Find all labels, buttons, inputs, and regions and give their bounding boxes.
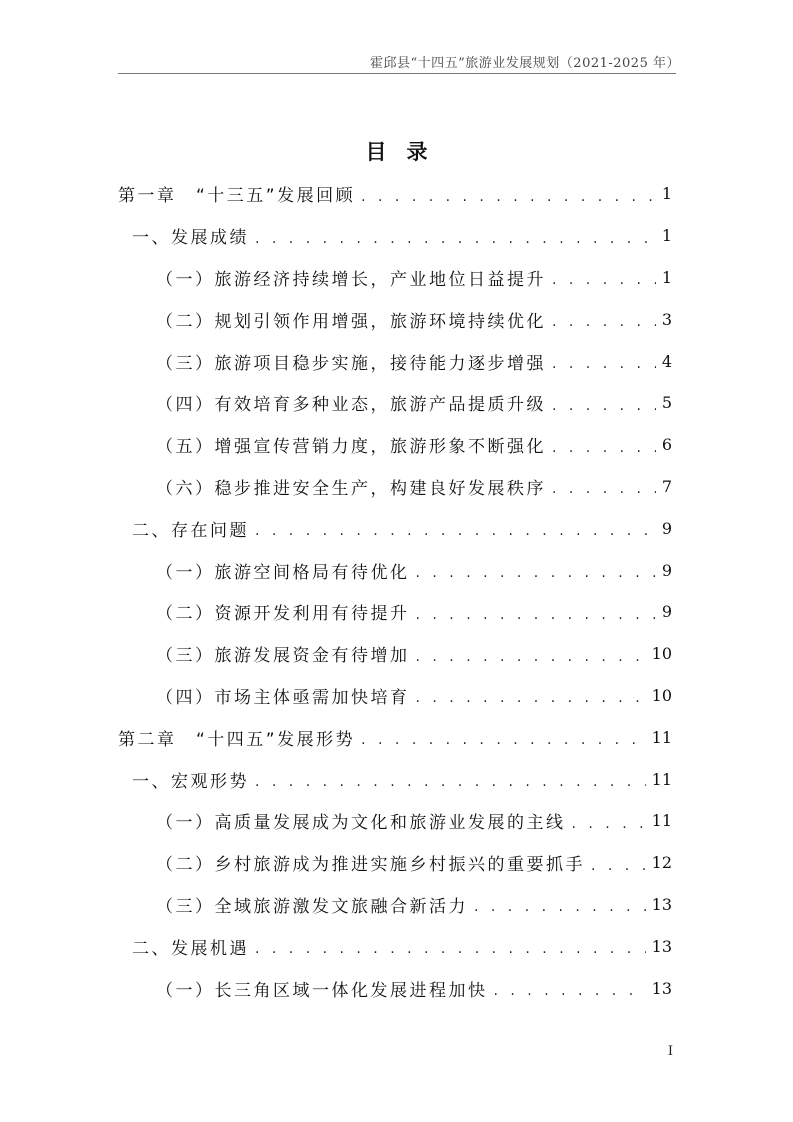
toc-entry-page: 1 (661, 267, 672, 287)
toc-entry-page: 11 (651, 811, 672, 831)
table-of-contents (118, 173, 672, 1009)
toc-entry-page: 4 (661, 351, 672, 371)
toc-entry[interactable] (118, 925, 672, 967)
toc-dot-leader (552, 356, 656, 372)
toc-entry-title: 一、发展成绩 (132, 228, 249, 249)
toc-entry-page: 9 (661, 560, 672, 580)
toc-entry-title: 一、宏观形势 (132, 771, 249, 792)
page-title: 目录 (365, 140, 448, 164)
toc-dot-leader (361, 732, 646, 748)
toc-entry-page: 9 (661, 518, 672, 538)
toc-entry[interactable] (118, 507, 672, 549)
toc-entry-page: 13 (651, 936, 672, 956)
toc-entry-page: 6 (661, 435, 672, 455)
toc-entry-title: （二）规划引领作用增强，旅游环境持续优化 (156, 311, 546, 332)
toc-dot-leader (255, 774, 646, 790)
toc-entry-page: 12 (651, 853, 672, 873)
toc-entry-title: （六）稳步推进安全生产，构建良好发展秩序 (156, 478, 546, 499)
toc-dot-leader (552, 481, 656, 497)
toc-entry-page: 1 (661, 184, 672, 204)
toc-entry[interactable] (118, 215, 672, 257)
toc-entry[interactable] (118, 800, 672, 842)
toc-entry-page: 11 (651, 769, 672, 789)
toc-dot-leader (361, 189, 656, 205)
toc-entry-title: （二）乡村旅游成为推进实施乡村振兴的重要抓手 (156, 855, 585, 876)
toc-dot-leader (416, 690, 646, 706)
toc-dot-leader (255, 231, 656, 247)
toc-dot-leader (474, 899, 646, 915)
toc-entry-title: （三）旅游项目稳步实施，接待能力逐步增强 (156, 353, 546, 374)
toc-entry-title: （五）增强宣传营销力度，旅游形象不断强化 (156, 437, 546, 458)
toc-entry-page: 10 (651, 644, 672, 664)
toc-dot-leader (416, 607, 656, 623)
running-header: 霍邱县“十四五”旅游业发展规划（2021-2025 年） (370, 56, 680, 71)
toc-entry-title: 二、发展机遇 (132, 938, 249, 959)
toc-entry[interactable] (118, 382, 672, 424)
toc-entry-page: 9 (661, 602, 672, 622)
toc-entry[interactable] (118, 340, 672, 382)
toc-dot-leader (552, 314, 656, 330)
toc-entry[interactable] (118, 842, 672, 884)
toc-entry-title: （一）高质量发展成为文化和旅游业发展的主线 (156, 813, 566, 834)
toc-entry-page: 10 (651, 685, 672, 705)
toc-entry-page: 1 (661, 226, 672, 246)
toc-entry-title: 第一章 “十三五”发展回顾 (118, 186, 356, 207)
header-divider (118, 73, 676, 74)
toc-entry-title: 二、存在问题 (132, 520, 249, 541)
toc-entry-title: （一）旅游经济持续增长，产业地位日益提升 (156, 269, 546, 290)
toc-entry-title: （二）资源开发利用有待提升 (156, 604, 410, 625)
toc-entry-title: （三）旅游发展资金有待增加 (156, 646, 410, 667)
toc-entry-page: 3 (661, 309, 672, 329)
toc-dot-leader (255, 941, 646, 957)
toc-entry-title: （三）全域旅游激发文旅融合新活力 (156, 896, 468, 917)
toc-entry[interactable] (118, 884, 672, 926)
toc-entry-title: （四）有效培育多种业态，旅游产品提质升级 (156, 395, 546, 416)
toc-entry[interactable] (118, 173, 672, 215)
toc-entry-page: 13 (651, 978, 672, 998)
toc-entry-page: 5 (661, 393, 672, 413)
toc-dot-leader (494, 983, 646, 999)
toc-dot-leader (552, 398, 656, 414)
toc-dot-leader (416, 649, 646, 665)
toc-dot-leader (552, 272, 656, 288)
toc-entry[interactable] (118, 298, 672, 340)
toc-entry[interactable] (118, 716, 672, 758)
toc-entry[interactable] (118, 424, 672, 466)
toc-dot-leader (572, 816, 646, 832)
toc-entry[interactable] (118, 675, 672, 717)
toc-dot-leader (416, 565, 656, 581)
toc-entry[interactable] (118, 633, 672, 675)
toc-dot-leader (255, 523, 656, 539)
toc-dot-leader (552, 440, 656, 456)
toc-entry-title: （一）旅游空间格局有待优化 (156, 562, 410, 583)
toc-entry[interactable] (118, 591, 672, 633)
toc-entry-title: （一）长三角区域一体化发展进程加快 (156, 980, 488, 1001)
toc-entry[interactable] (118, 549, 672, 591)
toc-entry[interactable] (118, 257, 672, 299)
toc-entry-page: 7 (661, 476, 672, 496)
toc-dot-leader (591, 858, 646, 874)
toc-entry-page: 13 (651, 894, 672, 914)
toc-entry-page: 11 (651, 727, 672, 747)
toc-entry-title: 第二章 “十四五”发展形势 (118, 729, 356, 750)
toc-entry[interactable] (118, 758, 672, 800)
page-number: I (667, 1044, 673, 1059)
toc-entry[interactable] (118, 466, 672, 508)
toc-entry[interactable] (118, 967, 672, 1009)
toc-entry-title: （四）市场主体亟需加快培育 (156, 687, 410, 708)
